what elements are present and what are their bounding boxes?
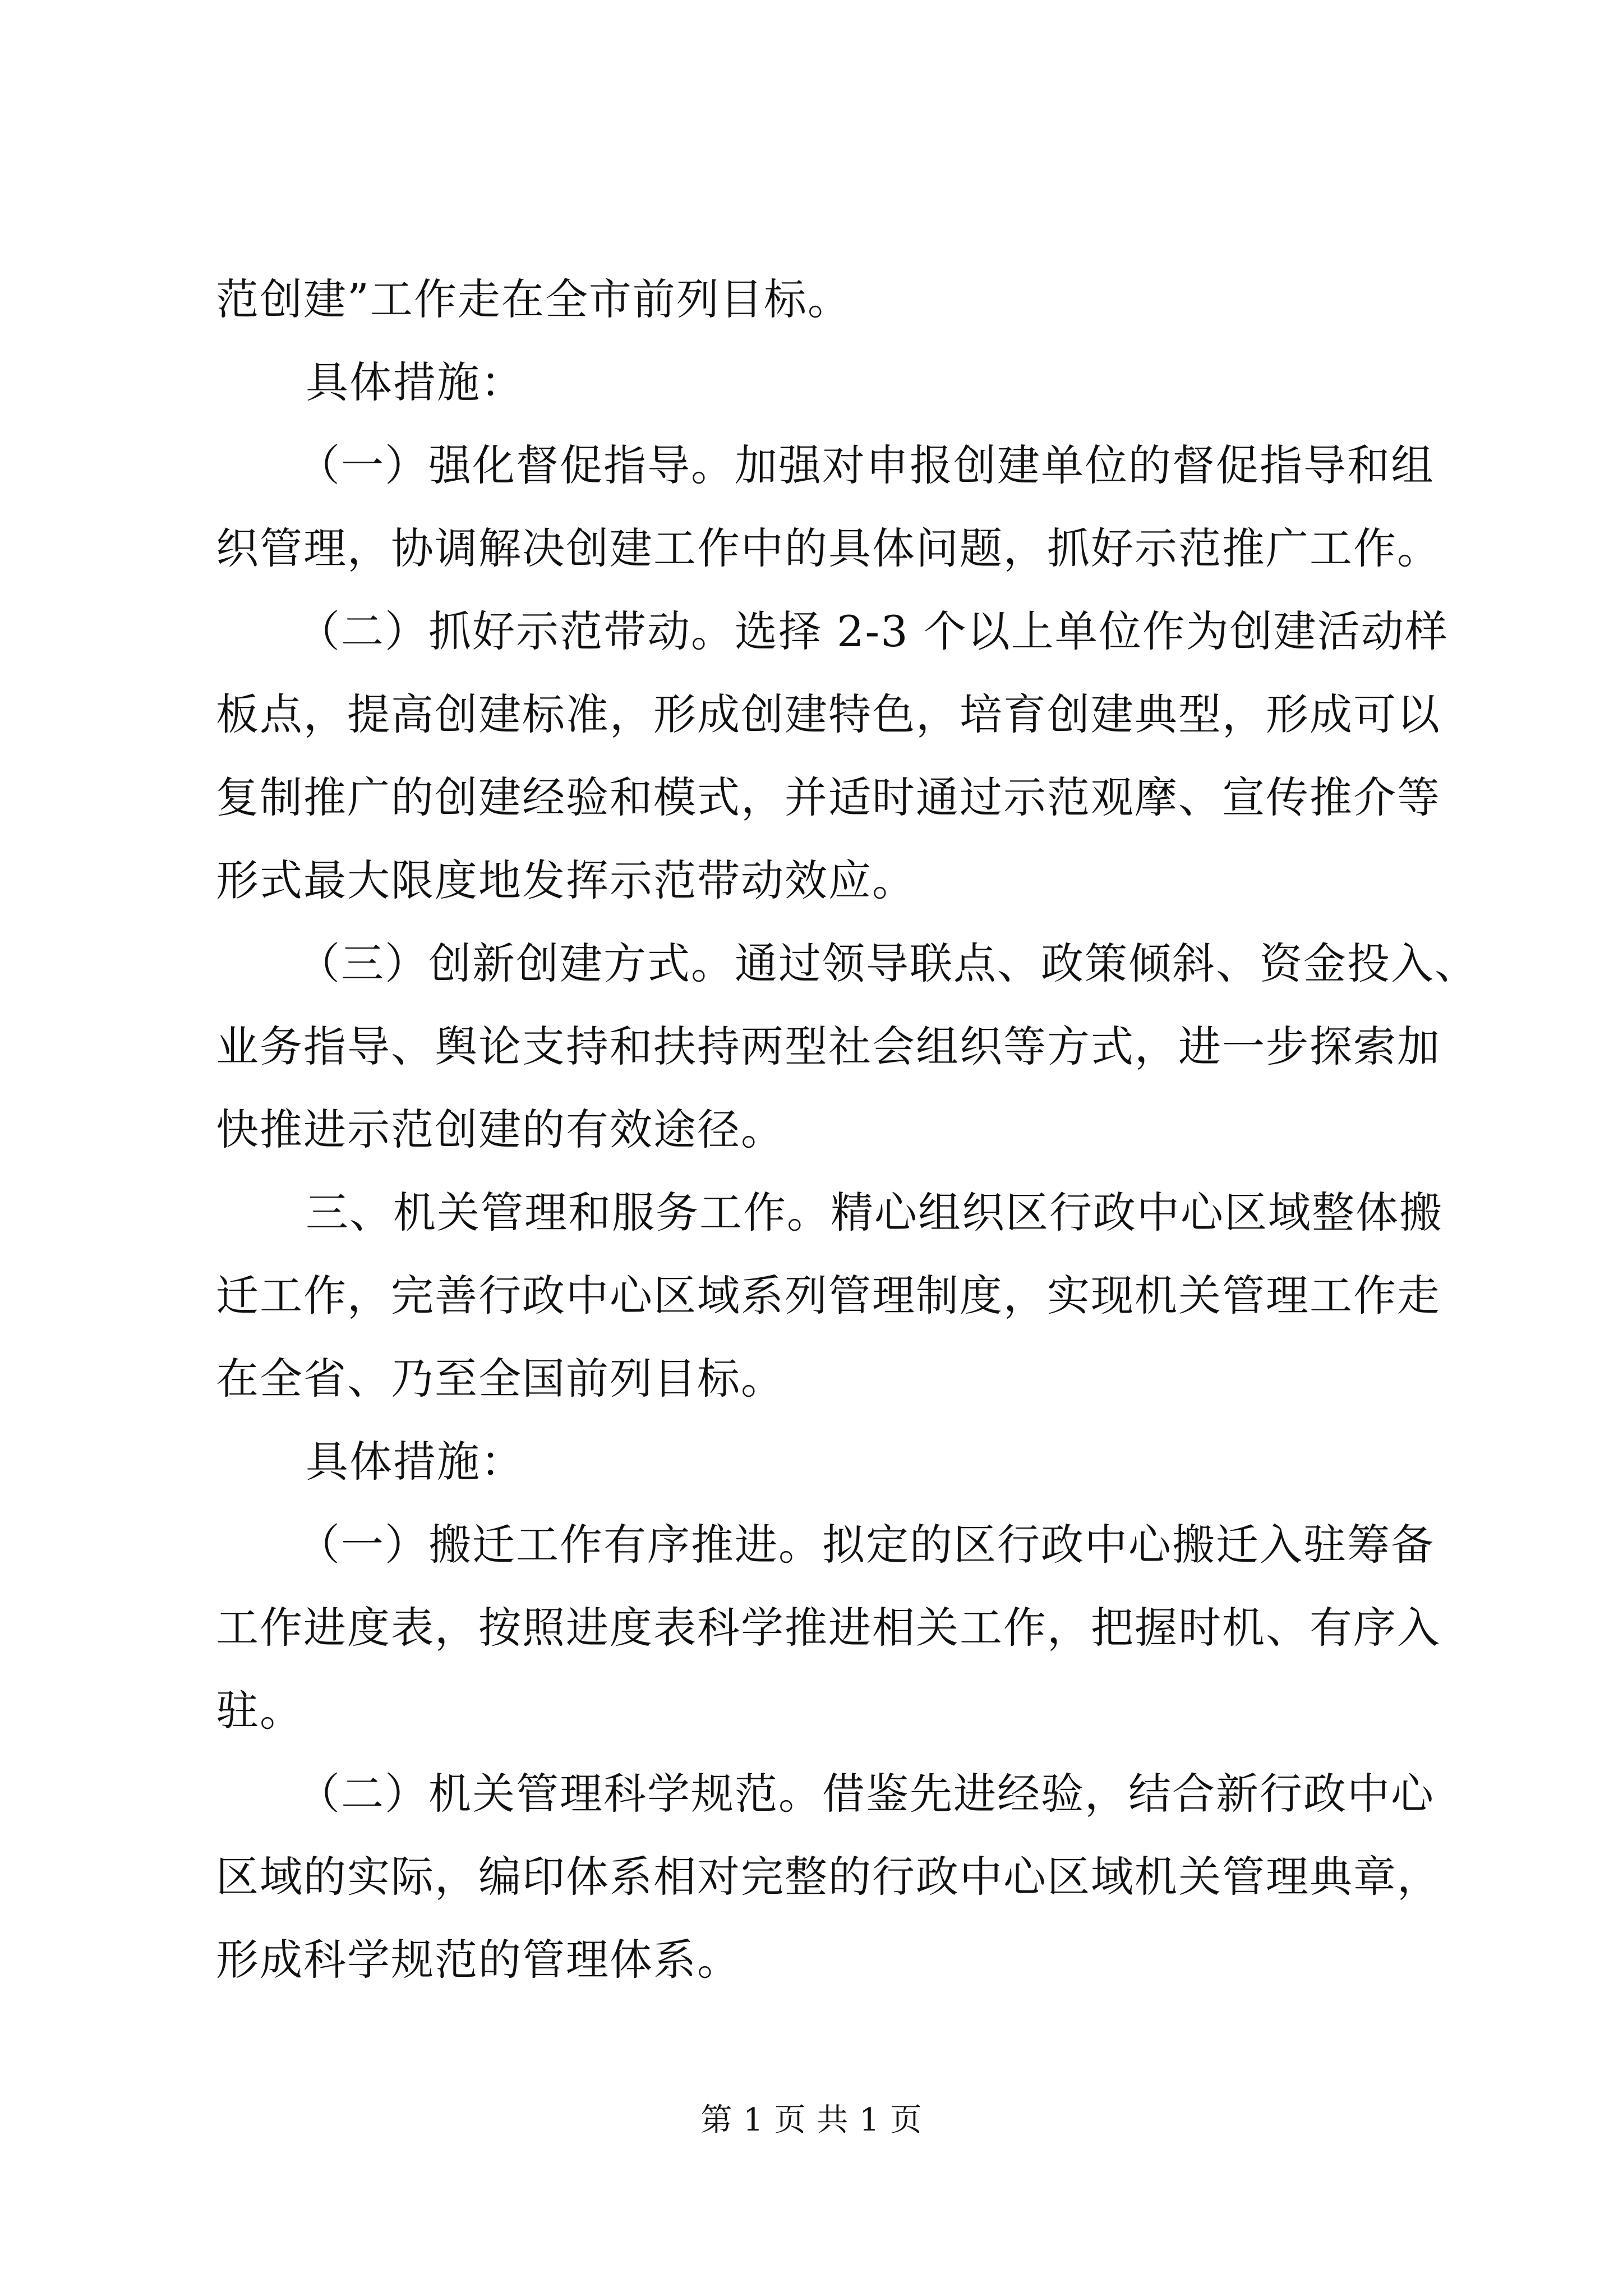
page-footer: 第 1 页 共 1 页 bbox=[700, 2102, 923, 2138]
text-line: （三）创新创建方式。通过领导联点、政策倾斜、资金投入、 bbox=[297, 938, 1478, 988]
document-body bbox=[216, 258, 1478, 2001]
text-line: 工作进度表，按照进度表科学推进相关工作，把握时机、有序入 bbox=[216, 1603, 1441, 1653]
text-line: （二）机关管理科学规范。借鉴先进经验，结合新行政中心 bbox=[297, 1769, 1435, 1819]
text-line: 具体措施： bbox=[306, 1437, 524, 1487]
paragraph-item-1 bbox=[216, 1503, 1441, 1752]
text-line: （二）抓好示范带动。选择 2-3 个以上单位作为创建活动样 bbox=[297, 606, 1449, 656]
text-line: 范创建”工作走在全市前列目标。 bbox=[216, 274, 851, 324]
text-line: 快推进示范创建的有效途径。 bbox=[216, 1105, 785, 1154]
text-line: 形成科学规范的管理体系。 bbox=[216, 1935, 741, 1985]
text-line: 在全省、乃至全国前列目标。 bbox=[216, 1354, 785, 1404]
text-line: 迁工作，完善行政中心区域系列管理制度，实现机关管理工作走 bbox=[216, 1271, 1441, 1320]
text-line: 形式最大限度地发挥示范带动效应。 bbox=[216, 855, 916, 905]
paragraph-item-2 bbox=[216, 590, 1449, 922]
text-line: （一）强化督促指导。加强对申报创建单位的督促指导和组 bbox=[297, 440, 1435, 490]
paragraph-section-3 bbox=[216, 1171, 1443, 1420]
text-line: 织管理，协调解决创建工作中的具体问题，抓好示范推广工作。 bbox=[216, 523, 1441, 573]
paragraph-item-1 bbox=[216, 424, 1441, 590]
text-line: 复制推广的创建经验和模式，并适时通过示范观摩、宣传推介等 bbox=[216, 772, 1441, 822]
text-line: 区域的实际，编印体系相对完整的行政中心区域机关管理典章， bbox=[216, 1852, 1441, 1902]
paragraph-item-2 bbox=[216, 1752, 1441, 2001]
paragraph-measures-heading bbox=[216, 341, 1416, 424]
text-line: 驻。 bbox=[216, 1686, 303, 1736]
paragraph-item-3 bbox=[216, 922, 1478, 1171]
paragraph-measures-heading bbox=[216, 1420, 1416, 1503]
text-line: 三、机关管理和服务工作。精心组织区行政中心区域整体搬 bbox=[306, 1188, 1443, 1237]
text-line: 具体措施： bbox=[306, 357, 524, 407]
text-line: （一）搬迁工作有序推进。拟定的区行政中心搬迁入驻筹备 bbox=[297, 1520, 1435, 1570]
paragraph-continuation bbox=[216, 258, 1416, 341]
text-line: 板点，提高创建标准，形成创建特色，培育创建典型，形成可以 bbox=[216, 689, 1441, 739]
text-line: 业务指导、舆论支持和扶持两型社会组织等方式，进一步探索加 bbox=[216, 1022, 1441, 1071]
